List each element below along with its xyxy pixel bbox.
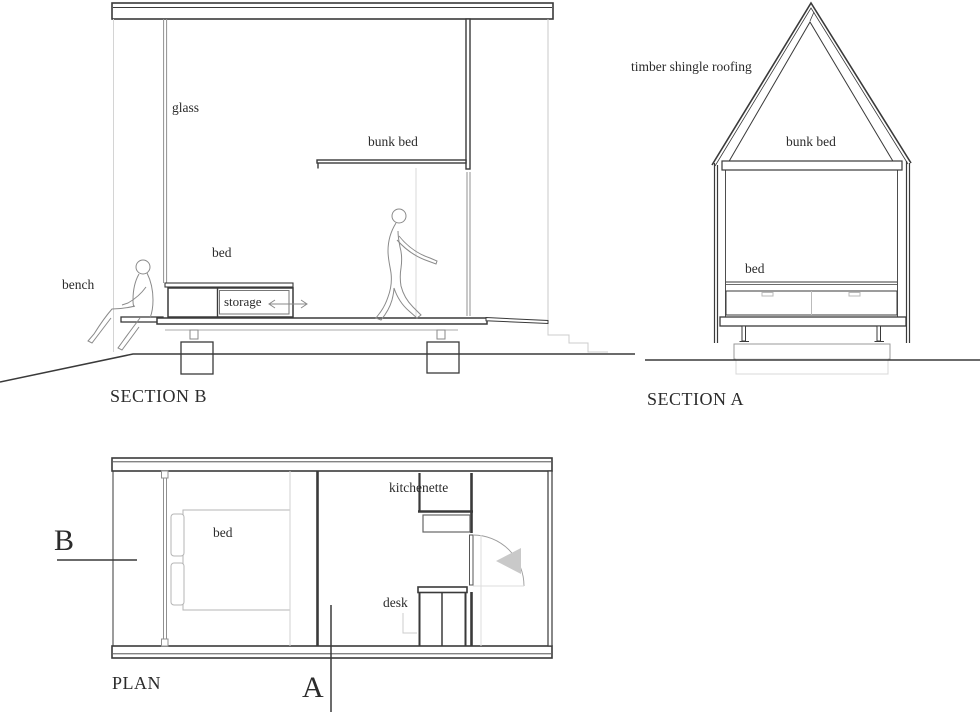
label-storage: storage xyxy=(224,294,262,309)
glass-wall-plan xyxy=(162,471,169,646)
section-b-title: SECTION B xyxy=(110,386,208,406)
door-leaf xyxy=(470,535,474,585)
bunk-platform xyxy=(722,161,902,170)
section-marker-a: A xyxy=(302,671,324,704)
label-bed-b: bed xyxy=(212,245,232,260)
section-marker-b: B xyxy=(54,524,75,557)
foundation-footing-left xyxy=(181,342,213,374)
label-bed-plan: bed xyxy=(213,525,233,540)
glass-wall xyxy=(164,19,167,283)
pillow-bottom xyxy=(171,563,184,605)
floor-slab xyxy=(157,318,487,324)
label-bench: bench xyxy=(62,277,95,292)
label-desk: desk xyxy=(383,595,408,610)
plan-title: PLAN xyxy=(112,673,162,693)
section-b-drawing xyxy=(0,3,635,382)
support-legs xyxy=(740,326,885,342)
foundation-pad xyxy=(734,344,890,374)
floor-slab-a xyxy=(720,317,906,326)
label-bed-a: bed xyxy=(745,261,765,276)
foundation-footing-right xyxy=(427,342,459,373)
label-roofing: timber shingle roofing xyxy=(631,59,752,74)
entry-steps xyxy=(548,325,608,352)
section-a-title: SECTION A xyxy=(647,389,745,409)
standing-figure xyxy=(376,209,437,320)
substructure xyxy=(165,330,459,374)
seated-figure xyxy=(88,260,153,350)
bed-plan xyxy=(171,471,290,646)
label-kitchenette: kitchenette xyxy=(389,480,449,495)
ground-line-b xyxy=(0,354,635,382)
door-swing-wedge xyxy=(496,548,521,574)
label-bunk-bed-a: bunk bed xyxy=(786,134,836,149)
section-a-walls xyxy=(715,161,910,343)
ramp xyxy=(486,318,548,324)
label-glass: glass xyxy=(172,100,199,115)
roof-slab xyxy=(112,3,553,19)
plan-outline xyxy=(112,458,552,658)
pillow-top xyxy=(171,514,184,556)
door-swing xyxy=(470,535,525,586)
bed-drawers xyxy=(726,282,897,315)
desk-leader-line xyxy=(403,613,417,633)
label-bunk-bed-b: bunk bed xyxy=(368,134,418,149)
bunk-bed-structure xyxy=(317,19,470,316)
desk-unit xyxy=(403,587,467,646)
kitchenette-counter xyxy=(423,515,470,532)
